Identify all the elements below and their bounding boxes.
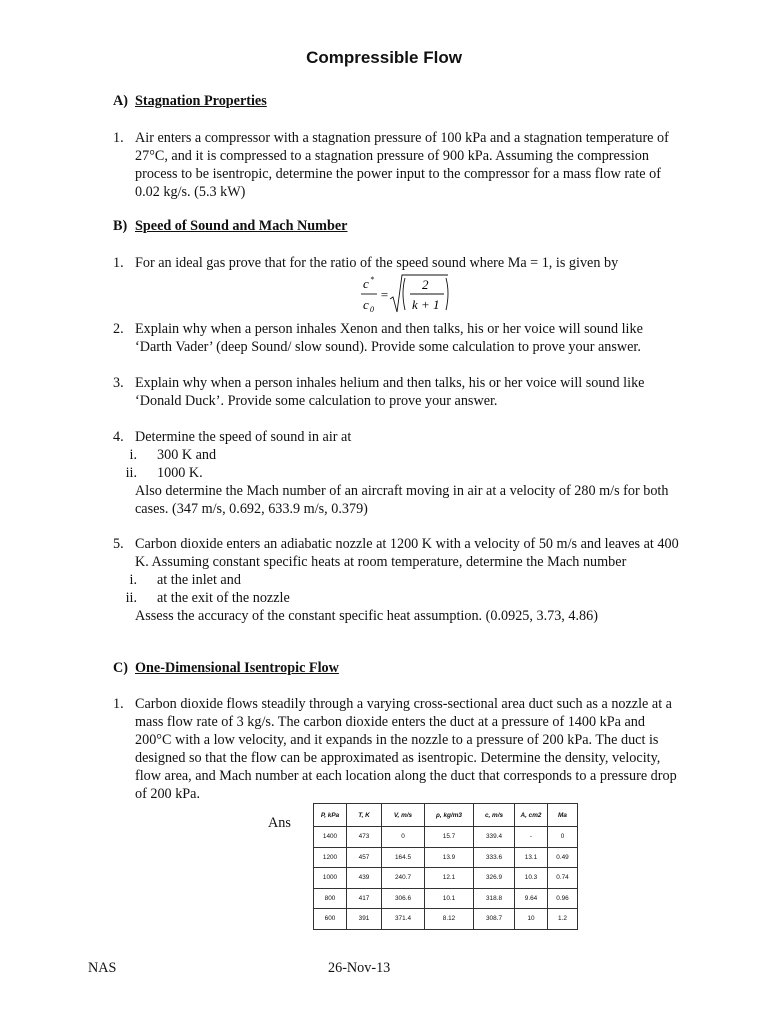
table-cell: 439 (347, 868, 382, 889)
question-number: 2. (113, 321, 124, 337)
table-cell: 8.12 (425, 909, 474, 930)
question-number: 1. (113, 130, 124, 146)
table-row (314, 827, 578, 848)
answer-label: Ans (268, 815, 291, 831)
sub-text: 300 K and (157, 447, 217, 463)
sub-numeral: i. (129, 447, 137, 463)
question-text: Explain why when a person inhales helium and then talks, his or her voice will sound like ‘Donald Duck’. Provide some calculation to prove your answer. (135, 375, 645, 409)
table-cell: 12.1 (425, 868, 474, 889)
speed-ratio-formula (360, 273, 460, 315)
table-cell: 306.6 (382, 888, 425, 909)
section-title: One-Dimensional Isentropic Flow (135, 660, 339, 676)
column-header: ρ, kg/m3 (425, 804, 474, 827)
column-header: Ma (548, 804, 578, 827)
section-label: C) (113, 660, 128, 676)
question-c1 (113, 695, 683, 803)
footer-author: NAS (88, 960, 117, 976)
question-tail: Also determine the Mach number of an aircraft moving in air at a velocity of 280 m/s for both cases. (347 m/s, 0.692, 633.9 m/s, 0.379) (135, 483, 669, 517)
question-b5 (113, 535, 683, 625)
table-cell: 0 (548, 827, 578, 848)
table-cell: 10.1 (425, 888, 474, 909)
table-cell: 326.9 (474, 868, 515, 889)
question-b3 (113, 374, 683, 410)
sub-item (125, 464, 683, 482)
question-text: Carbon dioxide flows steadily through a varying cross-sectional area duct such as a nozzle at a mass flow rate of 3 kg/s. The carbon dioxide enters the duct at a pressure of 1400 kPa and 200°C with a low velocity, and it expands in the nozzle to a pressure of 200 kPa. The duct is designed so that the flow can be approximated as isentropic. Determine the density, velocity, flow area, and Mach number at each location along the duct that corresponds to a pressure drop of 200 kPa. (135, 696, 677, 802)
table-cell: 333.6 (474, 847, 515, 868)
table-cell: 371.4 (382, 909, 425, 930)
table-cell: 15.7 (425, 827, 474, 848)
page-title: Compressible Flow (306, 48, 462, 67)
table-cell: 13.9 (425, 847, 474, 868)
formula-c0: c (363, 297, 369, 312)
section-title: Speed of Sound and Mach Number (135, 218, 348, 234)
question-number: 1. (113, 696, 124, 712)
section-a-heading (113, 93, 267, 110)
table-cell: 13.1 (515, 847, 548, 868)
formula-graphic (360, 273, 460, 315)
table-cell: 600 (314, 909, 347, 930)
sub-numeral: i. (129, 572, 137, 588)
table-cell: 9.64 (515, 888, 548, 909)
question-text: Carbon dioxide enters an adiabatic nozzle at 1200 K with a velocity of 50 m/s and leaves at 400 K. Assuming constant specific heats at room temperature, determine the Mach number (135, 536, 679, 570)
sub-item (129, 571, 683, 589)
table-cell: 10 (515, 909, 548, 930)
question-number: 1. (113, 255, 124, 271)
table-row (314, 847, 578, 868)
sub-numeral: ii. (125, 465, 137, 481)
table-cell: 0 (382, 827, 425, 848)
table-cell: 1400 (314, 827, 347, 848)
table-header-row (314, 804, 578, 827)
question-number: 5. (113, 536, 124, 552)
answer-table (313, 803, 578, 930)
table-cell: 0.49 (548, 847, 578, 868)
table-row (314, 868, 578, 889)
table-cell: 473 (347, 827, 382, 848)
table-cell: 800 (314, 888, 347, 909)
column-header: T, K (347, 804, 382, 827)
question-b4 (113, 428, 683, 518)
sub-numeral: ii. (125, 590, 137, 606)
sub-text: at the inlet and (157, 572, 241, 588)
column-header: c, m/s (474, 804, 515, 827)
table-cell: 0.96 (548, 888, 578, 909)
question-text: For an ideal gas prove that for the ratio of the speed sound where Ma = 1, is given by (135, 255, 619, 271)
table-cell: 391 (347, 909, 382, 930)
table-cell: 1.2 (548, 909, 578, 930)
table-cell: 164.5 (382, 847, 425, 868)
column-header: A, cm2 (515, 804, 548, 827)
sub-text: 1000 K. (157, 465, 203, 481)
section-title: Stagnation Properties (135, 93, 267, 109)
formula-k-plus-1: k + 1 (412, 297, 440, 312)
question-text: Determine the speed of sound in air at (135, 429, 352, 445)
table-cell: 318.8 (474, 888, 515, 909)
question-a1 (113, 129, 683, 201)
table-cell: 240.7 (382, 868, 425, 889)
formula-equals: = (380, 287, 389, 302)
formula-two: 2 (422, 277, 429, 292)
section-c-heading (113, 660, 339, 677)
formula-c: c (363, 276, 369, 291)
table-cell: 1200 (314, 847, 347, 868)
question-text: Explain why when a person inhales Xenon and then talks, his or her voice will sound like ‘Darth Vader’ (deep Sound/ slow sound). Provide some calculation to prove your answer. (135, 321, 643, 355)
table-cell: 10.3 (515, 868, 548, 889)
column-header: V, m/s (382, 804, 425, 827)
section-label: A) (113, 93, 128, 109)
table-cell: 339.4 (474, 827, 515, 848)
table-cell: 308.7 (474, 909, 515, 930)
question-number: 4. (113, 429, 124, 445)
question-text: Air enters a compressor with a stagnation pressure of 100 kPa and a stagnation temperature of 27°C, and it is compressed to a stagnation pressure of 900 kPa. Assuming the compression process to be isentropic, determine the power input to the compressor for a mass flow rate of 0.02 kg/s. (5.3 kW) (135, 130, 669, 200)
table-cell: 0.74 (548, 868, 578, 889)
question-tail: Assess the accuracy of the constant specific heat assumption. (0.0925, 3.73, 4.86) (135, 608, 598, 624)
table-cell: 457 (347, 847, 382, 868)
footer-date: 26-Nov-13 (328, 960, 391, 976)
table-cell: 417 (347, 888, 382, 909)
table-cell: - (515, 827, 548, 848)
question-b2 (113, 320, 683, 356)
question-b1 (113, 254, 683, 272)
table-row (314, 909, 578, 930)
sub-item (129, 446, 683, 464)
sub-item (125, 589, 683, 607)
section-b-heading (113, 218, 347, 235)
question-number: 3. (113, 375, 124, 391)
formula-sub0: 0 (370, 305, 374, 314)
section-label: B) (113, 218, 128, 234)
column-header: P, kPa (314, 804, 347, 827)
table-row (314, 888, 578, 909)
formula-star: * (370, 275, 374, 284)
sub-text: at the exit of the nozzle (157, 590, 290, 606)
table-cell: 1000 (314, 868, 347, 889)
